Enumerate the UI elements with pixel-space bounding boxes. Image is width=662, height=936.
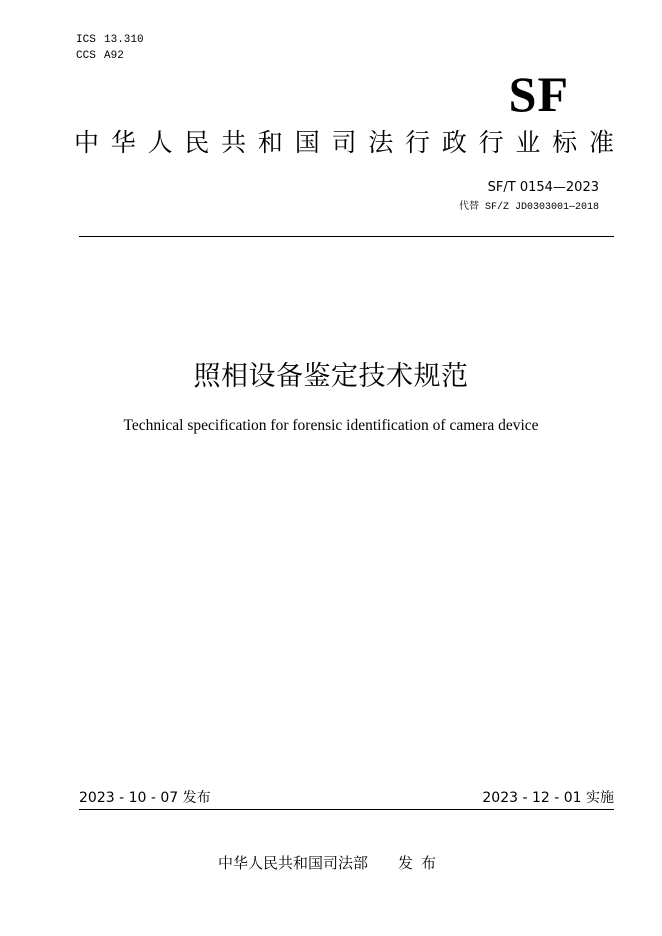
category-char: 华 (110, 128, 136, 157)
category-char: 司 (331, 128, 357, 157)
category-char: 民 (184, 128, 210, 157)
footer-divider (79, 809, 614, 810)
release-date: 2023 - 10 - 07 发布 (79, 790, 211, 806)
category-char: 和 (257, 128, 283, 157)
issuer-line (0, 851, 662, 875)
sf-logo: SF (508, 66, 569, 122)
ccs-value: A92 (104, 50, 124, 62)
category-char: 业 (515, 128, 541, 157)
document-title-cn: 照相设备鉴定技术规范 (193, 361, 469, 392)
category-char: 准 (588, 128, 614, 157)
header-divider (79, 236, 614, 237)
classification-block (76, 32, 144, 64)
category-char: 国 (294, 128, 320, 157)
ics-value: 13.310 (104, 34, 144, 46)
issuer-name: 中华人民共和国司法部 (217, 854, 368, 872)
issuer-action: 发布 (398, 854, 445, 872)
category-char: 法 (368, 128, 394, 157)
standard-category-title (74, 126, 614, 160)
category-char: 人 (147, 128, 173, 157)
ccs-line (76, 48, 144, 64)
replaces-note: 代替 SF/Z JD0303001—2018 (458, 202, 599, 213)
implement-date: 2023 - 12 - 01 实施 (482, 790, 614, 806)
category-char: 行 (405, 128, 431, 157)
category-char: 标 (552, 128, 578, 157)
document-title-en: Technical specification for forensic identification of camera device (123, 417, 539, 434)
category-char: 共 (221, 128, 247, 157)
ics-line (76, 32, 144, 48)
category-char: 政 (441, 128, 467, 157)
standard-number: SF/T 0154—2023 (487, 180, 599, 195)
category-char: 中 (74, 128, 100, 157)
ics-label: ICS (76, 34, 96, 46)
category-char: 行 (478, 128, 504, 157)
ccs-label: CCS (76, 50, 96, 62)
